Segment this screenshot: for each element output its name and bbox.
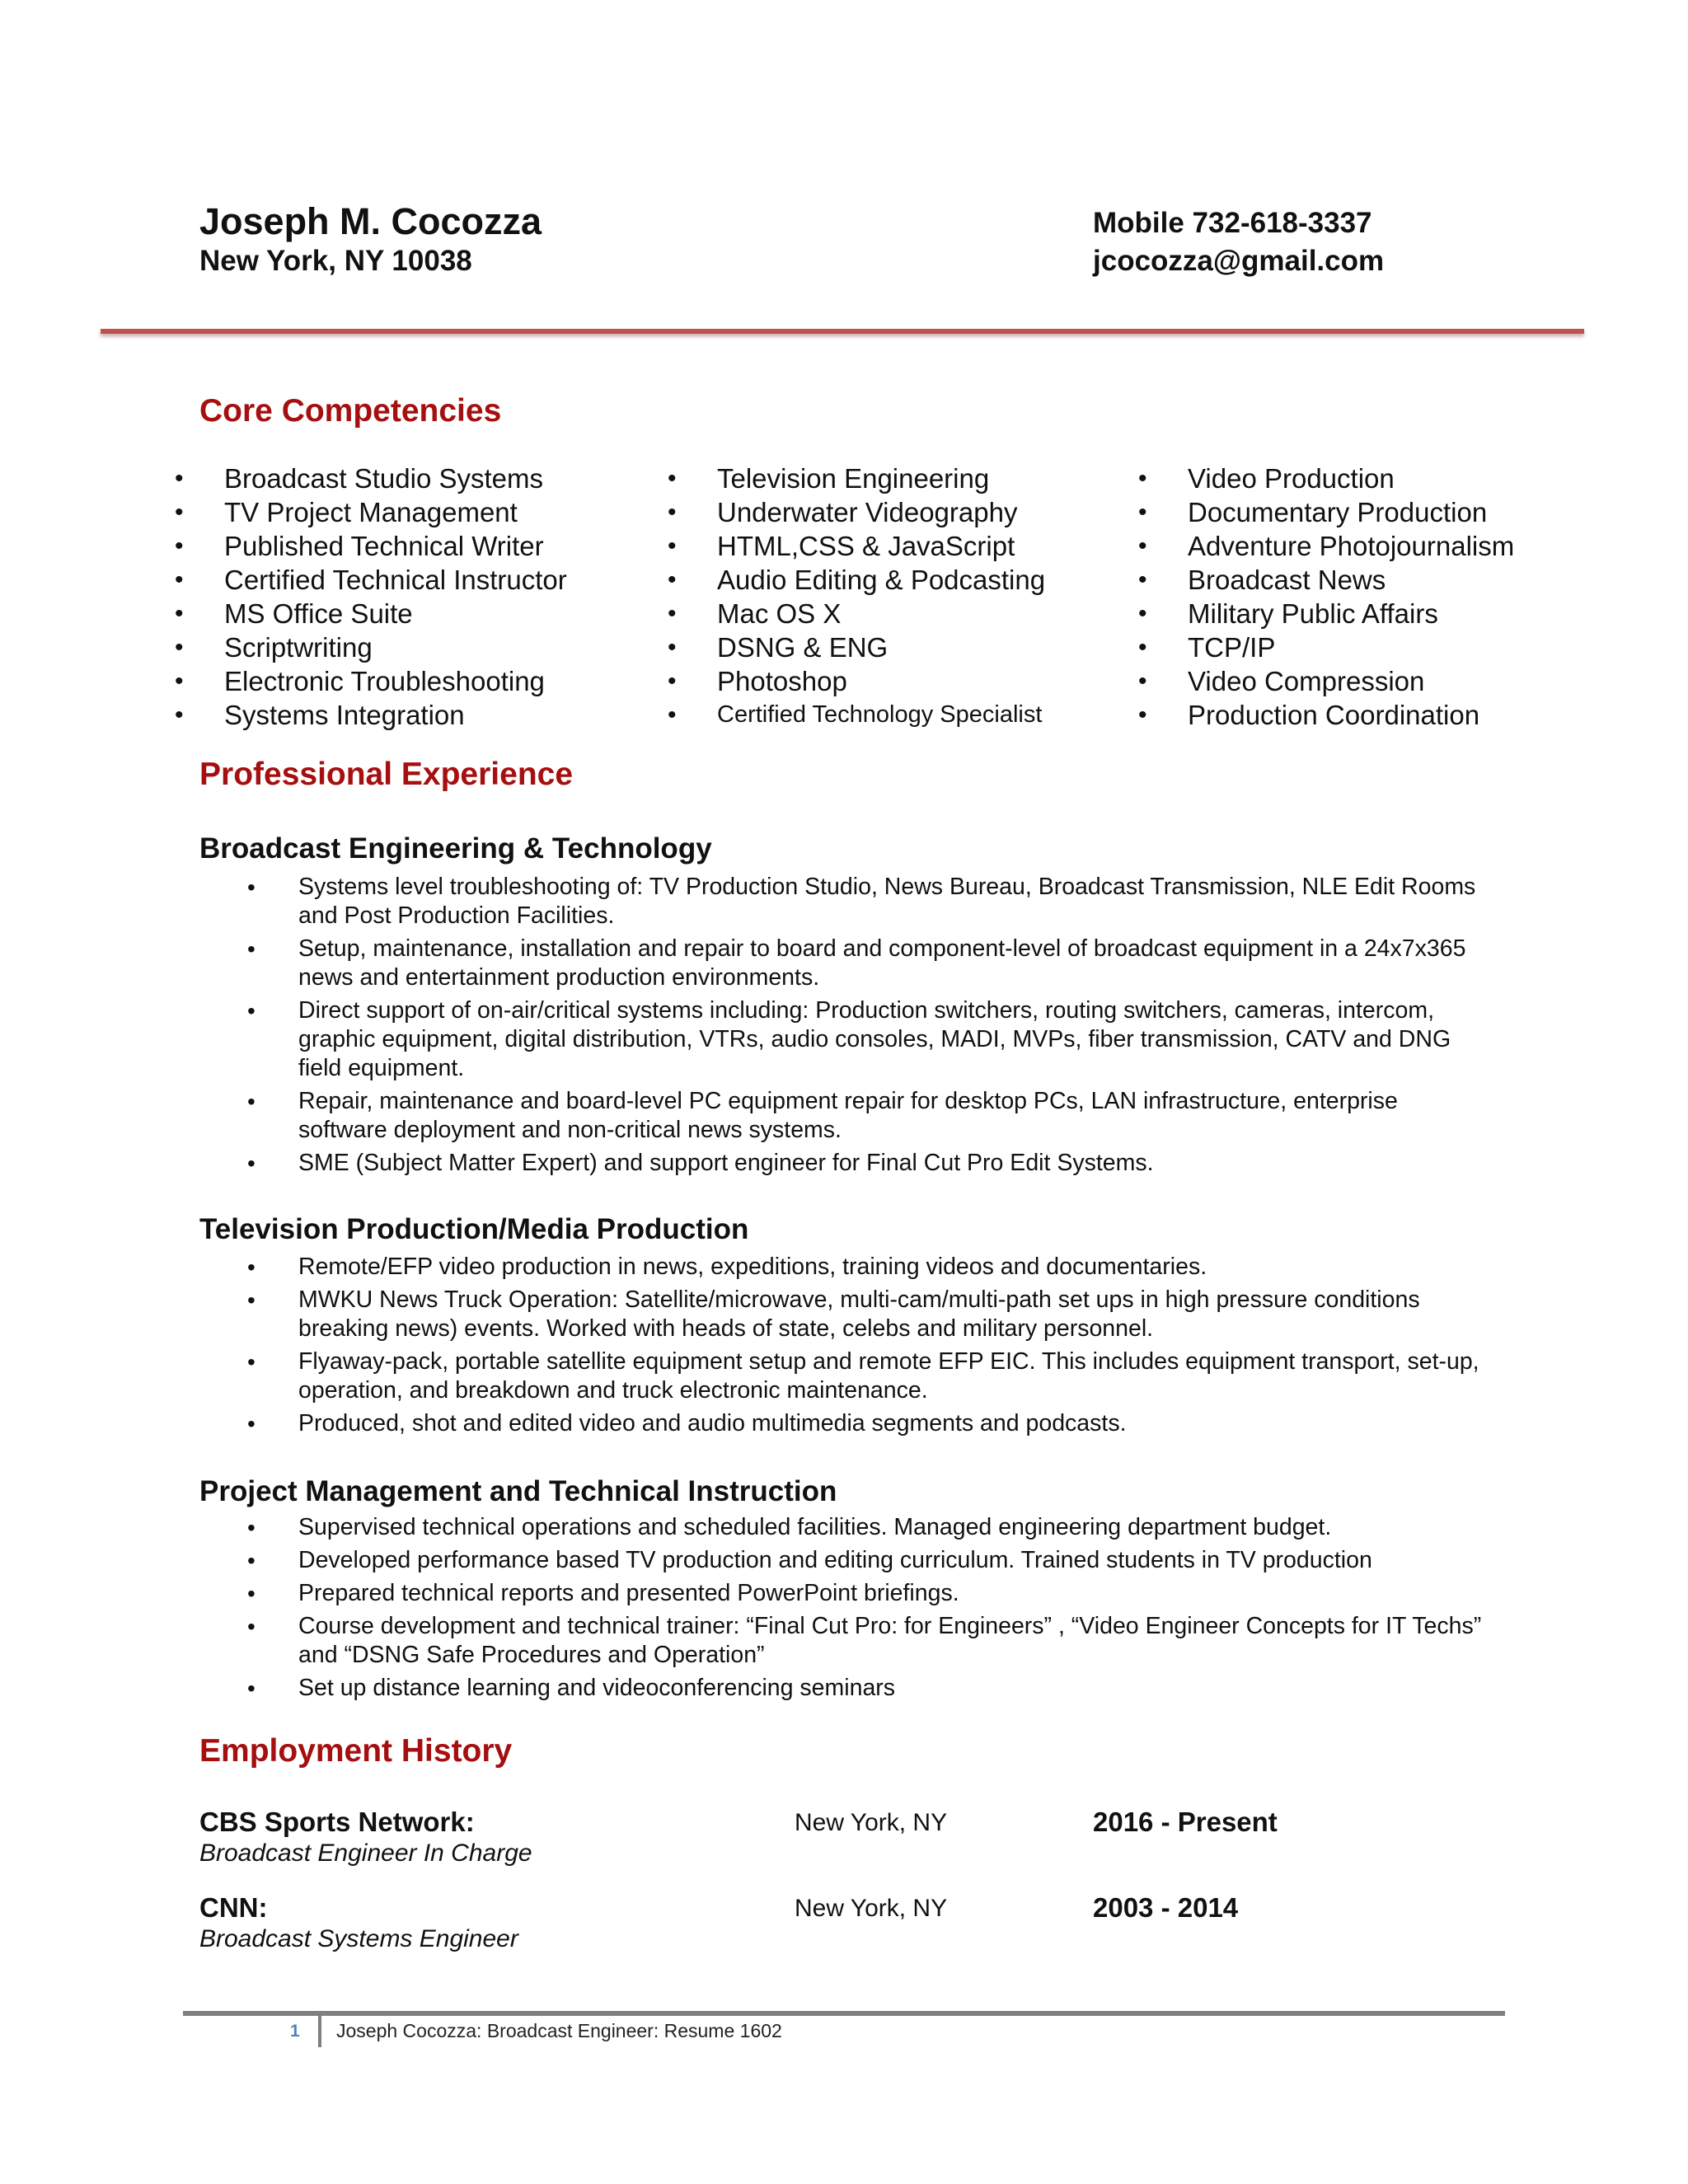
resume-name: Joseph M. Cocozza	[199, 200, 542, 242]
competency-item: • MS Office Suite	[175, 598, 413, 629]
competency-item: • Certified Technical Instructor	[175, 565, 567, 595]
bullet-icon: •	[175, 499, 184, 526]
bullet-icon: •	[247, 1614, 256, 1639]
employer-name: CBS Sports Network:	[199, 1807, 475, 1837]
competency-item: • Published Technical Writer	[175, 531, 544, 561]
experience-bullet: • Produced, shot and edited video and audio multimedia segments and podcasts.	[247, 1410, 1127, 1436]
bullet-icon: •	[1138, 701, 1147, 729]
bullet-icon: •	[247, 1515, 256, 1540]
bullet-icon: •	[247, 1254, 256, 1280]
bullet-icon: •	[175, 566, 184, 593]
experience-bullet: • SME (Subject Matter Expert) and support engineer for Final Cut Pro Edit Systems.	[247, 1150, 1154, 1176]
bullet-icon: •	[247, 998, 256, 1024]
bullet-icon: •	[175, 532, 184, 560]
employer-location: New York, NY	[795, 1809, 948, 1836]
resume-address: New York, NY 10038	[199, 245, 472, 277]
bullet-icon: •	[175, 600, 184, 627]
competency-item: • Scriptwriting	[175, 632, 373, 663]
header-divider	[101, 329, 1584, 334]
bullet-icon: •	[668, 499, 677, 526]
bullet-icon: •	[247, 1287, 256, 1313]
bullet-icon: •	[668, 566, 677, 593]
employment-history-heading: Employment History	[199, 1733, 513, 1769]
employment-dates: 2003 - 2014	[1093, 1892, 1239, 1923]
bullet-icon: •	[247, 1675, 256, 1701]
competency-item: • Underwater Videography	[668, 497, 1018, 527]
competency-item: • Audio Editing & Podcasting	[668, 565, 1046, 595]
experience-subheading: Broadcast Engineering & Technology	[199, 832, 712, 865]
bullet-icon: •	[247, 1548, 256, 1573]
competency-item: • Systems Integration	[175, 700, 465, 730]
bullet-icon: •	[668, 701, 677, 729]
competency-item: • TV Project Management	[175, 497, 518, 527]
resume-phone: Mobile 732-618-3337	[1093, 207, 1372, 239]
competencies-column-2	[668, 462, 1045, 732]
bullet-icon: •	[668, 532, 677, 560]
bullet-icon: •	[247, 936, 256, 962]
experience-bullet: • Prepared technical reports and presented PowerPoint briefings.	[247, 1580, 959, 1606]
competency-item: • Video Production	[1138, 463, 1395, 494]
experience-bullet: • Direct support of on-air/critical systems including: Production switchers, routing switchers, cameras, intercom, graphic equipment, digital distribution, VTRs, audio consoles, MADI, MVPs, fiber transmission, CATV and DNG field equipment.	[247, 997, 1451, 1081]
competencies-column-3	[1138, 462, 1514, 732]
job-title: Broadcast Engineer In Charge	[199, 1840, 532, 1867]
bullet-icon: •	[668, 600, 677, 627]
bullet-icon: •	[1138, 566, 1147, 593]
experience-bullet-list	[247, 1253, 1484, 1442]
competency-item: • Video Compression	[1138, 666, 1425, 696]
page-number: 1	[290, 2022, 300, 2041]
experience-subheading: Project Management and Technical Instruction	[199, 1475, 837, 1507]
bullet-icon: •	[247, 1411, 256, 1436]
bullet-icon: •	[668, 465, 677, 492]
employment-dates: 2016 - Present	[1093, 1807, 1278, 1837]
competency-item: • Photoshop	[668, 666, 847, 696]
bullet-icon: •	[1138, 532, 1147, 560]
competency-item: • Broadcast News	[1138, 565, 1386, 595]
experience-bullet: • Flyaway-pack, portable satellite equipment setup and remote EFP EIC. This includes equipment transport, set-up, operation, and breakdown and truck electronic maintenance.	[247, 1348, 1479, 1404]
experience-bullet: • Developed performance based TV production and editing curriculum. Trained students in TV production	[247, 1547, 1372, 1573]
competencies-column-1	[175, 462, 567, 732]
experience-bullet: • MWKU News Truck Operation: Satellite/microwave, multi-cam/multi-path set ups in high pressure conditions breaking news) events. Worked with heads of state, celebs and military personnel.	[247, 1286, 1420, 1342]
bullet-icon: •	[668, 634, 677, 661]
competency-item: • DSNG & ENG	[668, 632, 889, 663]
experience-bullet: • Setup, maintenance, installation and repair to board and component-level of broadcast equipment in a 24x7x365 news and entertainment production environments.	[247, 935, 1466, 991]
bullet-icon: •	[175, 701, 184, 729]
employer-name: CNN:	[199, 1892, 268, 1923]
competency-item: • Adventure Photojournalism	[1138, 531, 1515, 561]
competency-item: • Certified Technology Specialist	[668, 698, 1045, 732]
experience-bullet: • Repair, maintenance and board-level PC equipment repair for desktop PCs, LAN infrastructure, enterprise software deployment and non-critical news systems.	[247, 1088, 1398, 1143]
bullet-icon: •	[1138, 600, 1147, 627]
professional-experience-heading: Professional Experience	[199, 757, 574, 792]
experience-bullet: • Supervised technical operations and scheduled facilities. Managed engineering department budget.	[247, 1514, 1332, 1540]
experience-bullet: • Course development and technical trainer: “Final Cut Pro: for Engineers” , “Video Engineer Concepts for IT Techs” and “DSNG Safe Procedures and Operation”	[247, 1613, 1482, 1668]
competency-item: • Production Coordination	[1138, 700, 1480, 730]
experience-bullet-list	[247, 1513, 1484, 1707]
competency-item: • Broadcast Studio Systems	[175, 463, 544, 494]
footer-text: Joseph Cocozza: Broadcast Engineer: Resume 1602	[336, 2020, 782, 2041]
bullet-icon: •	[247, 1089, 256, 1114]
experience-subheading: Television Production/Media Production	[199, 1213, 749, 1245]
competency-item: • Military Public Affairs	[1138, 598, 1438, 629]
job-title: Broadcast Systems Engineer	[199, 1925, 518, 1952]
competency-item: • Mac OS X	[668, 598, 842, 629]
experience-bullet: • Remote/EFP video production in news, expeditions, training videos and documentaries.	[247, 1254, 1207, 1280]
bullet-icon: •	[1138, 499, 1147, 526]
experience-bullet-list	[247, 873, 1484, 1182]
competency-item: • Television Engineering	[668, 463, 990, 494]
bullet-icon: •	[175, 634, 184, 661]
competency-item: • Documentary Production	[1138, 497, 1488, 527]
bullet-icon: •	[1138, 634, 1147, 661]
bullet-icon: •	[175, 465, 184, 492]
competency-item: • TCP/IP	[1138, 632, 1276, 663]
experience-bullet: • Set up distance learning and videoconferencing seminars	[247, 1675, 896, 1701]
bullet-icon: •	[1138, 465, 1147, 492]
bullet-icon: •	[247, 1151, 256, 1176]
competency-item: • HTML,CSS & JavaScript	[668, 531, 1015, 561]
footer-separator	[318, 2014, 321, 2047]
footer-divider	[183, 2011, 1505, 2016]
experience-bullet: • Systems level troubleshooting of: TV Production Studio, News Bureau, Broadcast Transmission, NLE Edit Rooms and Post Production Facilities.	[247, 874, 1476, 929]
core-competencies-heading: Core Competencies	[199, 393, 502, 429]
bullet-icon: •	[175, 668, 184, 695]
employer-location: New York, NY	[795, 1895, 948, 1922]
bullet-icon: •	[247, 874, 256, 900]
competency-item: • Electronic Troubleshooting	[175, 666, 545, 696]
bullet-icon: •	[247, 1349, 256, 1375]
resume-email: jcocozza@gmail.com	[1093, 245, 1385, 277]
bullet-icon: •	[668, 668, 677, 695]
bullet-icon: •	[1138, 668, 1147, 695]
bullet-icon: •	[247, 1581, 256, 1606]
